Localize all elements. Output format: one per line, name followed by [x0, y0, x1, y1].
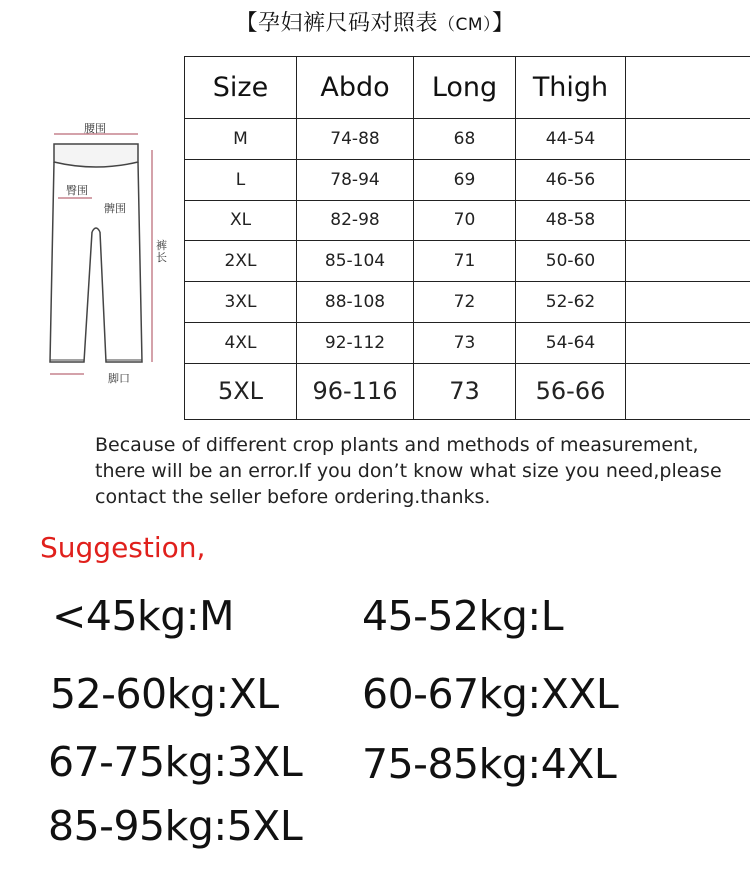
- thigh-label: 髀围: [104, 202, 126, 215]
- weight-suggestion: 45-52kg:L: [362, 592, 564, 640]
- weight-suggestion: 52-60kg:XL: [50, 670, 279, 718]
- cell-abdo: 96-116: [297, 363, 414, 419]
- table-header-row: [185, 57, 750, 119]
- cell-abdo: 82-98: [297, 200, 414, 241]
- cell-thigh: 44-54: [516, 119, 626, 160]
- suggestion-heading: Suggestion,: [40, 531, 206, 564]
- cell-long: 72: [414, 282, 516, 323]
- hip-label: 臀围: [66, 184, 88, 197]
- cell-empty: [626, 282, 750, 323]
- cell-thigh: 48-58: [516, 200, 626, 241]
- weight-suggestion: 75-85kg:4XL: [362, 740, 617, 788]
- measurement-note: Because of different crop plants and methods of measurement, there will be an error.If you don’t know what size you need,please contact the seller before ordering.thanks.: [95, 434, 722, 508]
- cell-empty: [626, 119, 750, 160]
- weight-suggestion: 85-95kg:5XL: [48, 802, 303, 850]
- table-row: [185, 363, 750, 419]
- cell-long: 70: [414, 200, 516, 241]
- title-close: 】: [492, 11, 515, 36]
- header-size: Size: [185, 57, 297, 119]
- header-thigh: Thigh: [516, 57, 626, 119]
- cell-size: 2XL: [185, 241, 297, 282]
- header-long: Long: [414, 57, 516, 119]
- pants-icon: [40, 112, 170, 392]
- title-unit: （CM）: [437, 15, 493, 35]
- cell-abdo: 74-88: [297, 119, 414, 160]
- cell-thigh: 46-56: [516, 159, 626, 200]
- pants-diagram: [40, 112, 170, 392]
- cell-long: 73: [414, 322, 516, 363]
- cell-size: L: [185, 159, 297, 200]
- table-row: [185, 159, 750, 200]
- table-row: [185, 119, 750, 160]
- cell-thigh: 54-64: [516, 322, 626, 363]
- cell-empty: [626, 363, 750, 419]
- cell-size: XL: [185, 200, 297, 241]
- cell-long: 71: [414, 241, 516, 282]
- cell-empty: [626, 200, 750, 241]
- table-row: [185, 282, 750, 323]
- cell-long: 68: [414, 119, 516, 160]
- cell-empty: [626, 322, 750, 363]
- cell-size: 5XL: [185, 363, 297, 419]
- cell-long: 69: [414, 159, 516, 200]
- cell-thigh: 50-60: [516, 241, 626, 282]
- cell-abdo: 85-104: [297, 241, 414, 282]
- table-row: [185, 241, 750, 282]
- cell-empty: [626, 241, 750, 282]
- cell-abdo: 88-108: [297, 282, 414, 323]
- weight-suggestion: 67-75kg:3XL: [48, 738, 303, 786]
- table-row: [185, 200, 750, 241]
- cell-size: M: [185, 119, 297, 160]
- cell-thigh: 52-62: [516, 282, 626, 323]
- weight-suggestion: <45kg:M: [52, 592, 234, 640]
- length-label: 裤长: [156, 239, 167, 264]
- cell-abdo: 92-112: [297, 322, 414, 363]
- chart-title: [0, 6, 750, 37]
- weight-suggestion: 60-67kg:XXL: [362, 670, 619, 718]
- cell-size: 3XL: [185, 282, 297, 323]
- cell-thigh: 56-66: [516, 363, 626, 419]
- hem-label: 脚口: [108, 372, 130, 385]
- table-row: [185, 322, 750, 363]
- size-table: [184, 56, 750, 420]
- waist-label: 腰围: [84, 122, 106, 135]
- cell-size: 4XL: [185, 322, 297, 363]
- header-abdo: Abdo: [297, 57, 414, 119]
- header-empty: [626, 57, 750, 119]
- cell-long: 73: [414, 363, 516, 419]
- cell-abdo: 78-94: [297, 159, 414, 200]
- cell-empty: [626, 159, 750, 200]
- title-text: 【孕妇裤尺码对照表: [235, 11, 438, 36]
